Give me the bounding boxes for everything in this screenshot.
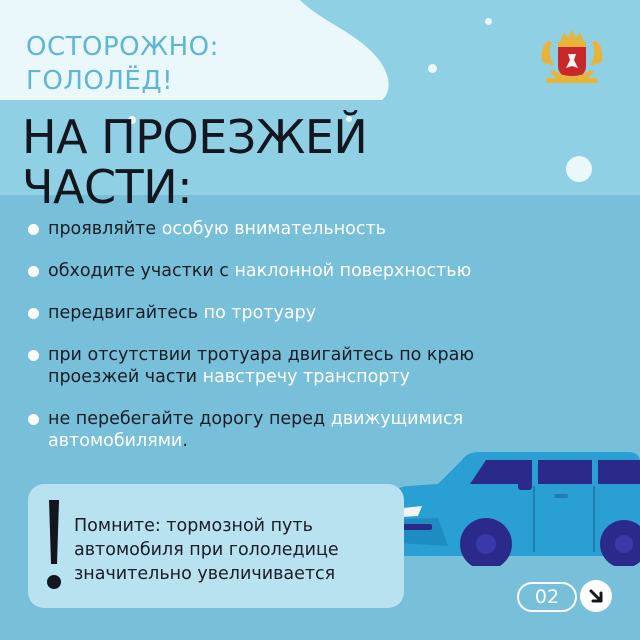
- arrow-down-right-icon: [580, 580, 612, 612]
- tip-highlight: наклонной поверхностью: [234, 261, 472, 281]
- reminder-text: [74, 514, 339, 586]
- list-item: [28, 344, 518, 388]
- reminder-box: [28, 484, 404, 608]
- kicker-title: [26, 30, 219, 98]
- tip-highlight: по тротуару: [203, 303, 317, 323]
- title-line: ЧАСТИ:: [22, 160, 193, 214]
- tip-highlight: движущимися автомобилями: [48, 409, 464, 451]
- snowflake: [566, 156, 592, 182]
- reminder-line: значительно увеличивается: [74, 564, 336, 584]
- tip-highlight: особую внимательность: [161, 219, 386, 239]
- tip-highlight: навстречу транспорту: [202, 367, 410, 387]
- reminder-line: Помните: тормозной путь: [74, 516, 313, 536]
- tip-text: не перебегайте дорогу перед: [48, 409, 331, 429]
- snowflake: [428, 64, 437, 73]
- tip-text: обходите участки с: [48, 261, 235, 281]
- car-illustration: [378, 448, 640, 566]
- tip-text: передвигайтесь: [48, 303, 204, 323]
- snowflake: [485, 18, 492, 25]
- exclamation-icon: [46, 498, 62, 592]
- page-number: 02: [517, 582, 577, 612]
- tip-text: при отсутствии тротуара двигайтесь по краю проезжей части: [48, 345, 475, 387]
- kicker-line: ОСТОРОЖНО:: [26, 32, 219, 62]
- tip-text: проявляйте: [48, 219, 162, 239]
- title-line: НА ПРОЕЗЖЕЙ: [22, 110, 368, 164]
- list-item: [28, 218, 588, 240]
- bullet-dot: [28, 266, 39, 277]
- list-item: [28, 408, 518, 452]
- bullet-dot: [28, 350, 39, 361]
- bullet-dot: [28, 224, 39, 235]
- tip-after: .: [182, 431, 188, 451]
- page-title: [22, 112, 367, 212]
- list-item: [28, 260, 588, 282]
- list-item: [28, 302, 588, 324]
- bullet-dot: [28, 308, 39, 319]
- next-button[interactable]: [580, 580, 612, 612]
- coat-of-arms-icon: [538, 28, 606, 86]
- reminder-line: автомобиля при гололедице: [74, 540, 339, 560]
- tips-list: [28, 218, 588, 472]
- kicker-line: ГОЛОЛЁД!: [26, 66, 174, 96]
- bullet-dot: [28, 414, 39, 425]
